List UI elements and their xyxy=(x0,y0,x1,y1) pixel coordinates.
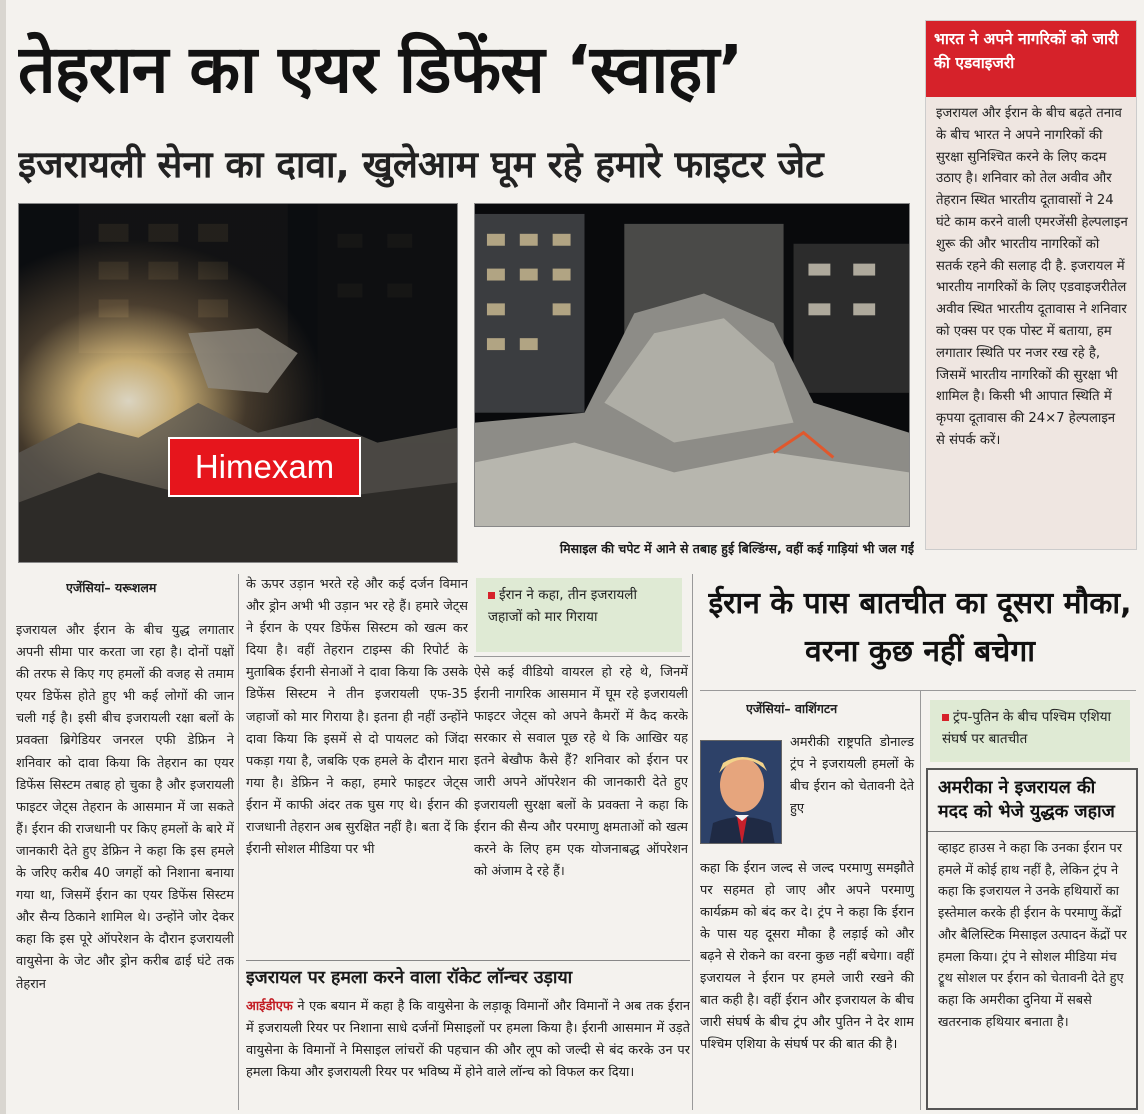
column-divider xyxy=(238,574,239,1110)
iran-story-text: कहा कि ईरान जल्द से जल्द परमाणु समझौते पर सहमत हो जाए और अपने परमाणु कार्यक्रम को बंद कर दे। ट्रंप ने कहा कि ईरान के पास यह दूसरा मौका है लड़ाई को और बढ़ने से रोकने का वरना कुछ नहीं बचेगा। वहीं इजरायल ने ईरान पर हमले जारी रखने की बात कही है। वहीं ईरान और इजरायल के बीच जारी संघर्ष के बीच ट्रंप और पुतिन ने देर शाम पश्चिम एशिया के संघर्ष पर की बात की है। xyxy=(700,861,914,1052)
main-story-column-2: के ऊपर उड़ान भरते रहे और कई दर्जन विमान और ड्रोन अभी भी उड़ान भर रहे हैं। हमारे जेट्स ने ईरान के एयर डिफेंस सिस्टम को खत्म कर दिया है। वहीं तेहरान टाइम्स की रिपोर्ट के मुताबिक ईरानी सेनाओं ने दावा किया कि उसके डिफेंस सिस्टम ने तीन इजरायली एफ-35 जहाजों को मार गिराया है। इतना ही नहीं उन्होंने दावा किया कि इसमें से दो पायलट को जिंदा पकड़ा गया है, जबकि एक हमले के दौरान मारा गया है। डेफ्रिन ने कहा, हमारे फाइटर जेट्स ईरान में काफी अंदर तक घुस गए थे। ईरान की राजधानी तेहरान अब सुरक्षित नहीं है। बता दें कि ईरानी सोशल मीडिया पर भी xyxy=(246,577,468,858)
main-story-byline: एजेंसियां– यरूशलम xyxy=(66,580,157,595)
iran-story-byline: एजेंसियां– वाशिंगटन xyxy=(746,701,838,716)
rocket-lead: आईडीएफ xyxy=(246,999,293,1014)
us-box-body: व्हाइट हाउस ने कहा कि उनका ईरान पर हमले में कोई हाथ नहीं है, लेकिन ट्रंप ने कहा कि इजरायल ने उनके हथियारों का इस्तेमाल करके ही ईरान के परमाणु केंद्रों और बैलिस्टिक मिसाइल उत्पादन केंद्रों पर हमला किया। ट्रंप ने सोशल मीडिया मंच ट्रूथ सोशल पर ईरान को चेतावनी देते हुए कहा कि अमरीका दुनिया में सबसे खतरनाक हथियार बनाता है। xyxy=(938,841,1127,1030)
highlight-box-iran-claim xyxy=(476,578,682,652)
advisory-title: भारत ने अपने नागरिकों को जारी की एडवाइजरी xyxy=(926,21,1136,97)
advisory-body: इजरायल और ईरान के बीच बढ़ते तनाव के बीच भारत ने अपने नागरिकों की सुरक्षा सुनिश्चित करने के लिए कदम उठाए है। शनिवार को तेल अवीव और तेहरान स्थित भारतीय दूतावासों ने 24 घंटे काम करने वाली एमरजेंसी हेल्पलाइन शुरू की और भारतीय नागरिकों को सतर्क रहने की सलाह दी है. इजरायल में भारतीय नागरिकों के लिए एडवाइजरीतेल अवीव स्थित भारतीय दूतावास ने शनिवार को एक्स पर एक पोस्ट में बताया, हम लगातार स्थिति पर नजर रख रहे है, जिसमें भारतीय नागरिकों की सुरक्षा भी शामिल है। किसी भी आपात स्थिति में कृपया दूतावास की 24×7 हेल्पलाइन से संपर्क करें। xyxy=(936,106,1128,448)
highlight-text: ट्रंप-पुतिन के बीच पश्चिम एशिया संघर्ष पर बातचीत xyxy=(942,709,1112,747)
page-subheadline: इजरायली सेना का दावा, खुलेआम घूम रहे हमारे फाइटर जेट xyxy=(18,143,824,186)
us-box-headline: अमरीका ने इजरायल की मदद को भेजे युद्धक जहाज xyxy=(928,770,1136,832)
highlight-text: ईरान ने कहा, तीन इजरायली जहाजों को मार गिराया xyxy=(488,587,637,625)
rocket-text: ने एक बयान में कहा है कि वायुसेना के लड़ाकू विमानों और विमानों ने अब तक ईरान में इजरायली रियर पर निशाना साधे दर्जनों मिसाइलों पर हमला किया है। ईरानी आसमान में उड़ते वायुसेना के विमानों ने मिसाइल लांचरों की पहचान की और लूप को जल्दी से बंद करके उन पर हमला किया और इजरायली रियर पर भविष्य में होने वाले लॉन्च को विफल कर दिया। xyxy=(246,999,690,1080)
bullet-square-icon xyxy=(488,592,495,599)
column-divider xyxy=(920,690,921,1110)
portrait-photo xyxy=(700,740,782,844)
iran-story-headline: ईरान के पास बातचीत का दूसरा मौका, वरना कुछ नहीं बचेगा xyxy=(708,586,1132,669)
photo-destroyed-building-right xyxy=(474,203,910,527)
page-edge xyxy=(0,0,6,1114)
photo-caption: मिसाइल की चपेट में आने से तबाह हुई बिल्डिंग्स, वहीं कई गाड़ियां भी जल गईं xyxy=(559,541,914,556)
iran-story-column xyxy=(700,732,918,1112)
bullet-square-icon xyxy=(942,714,949,721)
column-divider xyxy=(692,574,693,1110)
main-story-column-1: इजरायल और ईरान के बीच युद्ध लगातार अपनी सीमा पार करता जा रहा है। दोनों पक्षों की तरफ से किए गए हमलों की वजह से तमाम एयर डिफेंस होते हुए भी कई लोगों की जान चली गई है। इसी बीच इजरायली रक्षा बलों के प्रवक्ता ब्रिगेडियर जनरल एफी डेफ्रिन ने शनिवार को दावा किया कि तेहरान का एयर डिफेंस सिस्टम तबाह हो चुका है और इजरायली फाइटर जेट्स तेहरान के आसमान में जा सकते हैं। ईरान की राजधानी पर किए हमलों के बारे में जानकारी देते हुए डेफ्रिन ने कहा कि इस हमले के जरिए करीब 40 जगहों को निशाना बनाया गया था, जिसमें ईरान का एयर डिफेंस सिस्टम और सैन्य ठिकाने शामिल थे। उन्होंने जोर देकर कहा कि इस पूरे ऑपरेशन के दौरान इजरायली वायुसेना के जेट और ड्रोन करीब ढाई घंटे तक तेहरान xyxy=(16,623,234,992)
photo-destroyed-building-left xyxy=(18,203,458,563)
iran-story-intro: अमरीकी राष्ट्रपति डोनाल्ड ट्रंप ने इजरायली हमलों के बीच ईरान को चेतावनी देते हुए xyxy=(790,735,914,816)
section-divider xyxy=(700,690,1136,691)
rocket-body xyxy=(246,996,690,1112)
us-warships-box xyxy=(926,768,1138,1110)
page-headline: तेहरान का एयर डिफेंस ‘स्वाहा’ xyxy=(18,31,743,108)
rocket-headline: इजरायल पर हमला करने वाला रॉकेट लॉन्चर उड़ाया xyxy=(246,960,690,994)
watermark-badge: Himexam xyxy=(168,437,361,497)
advisory-box xyxy=(925,20,1137,550)
highlight-box-trump-putin xyxy=(930,700,1130,762)
main-story-column-3: ऐसे कई वीडियो वायरल हो रहे थे, जिनमें ईरानी नागरिक आसमान में घूम रहे इजरायली फाइटर जेट्स को अपने कैमरों में कैद करके सरकार से सवाल पूछ रहे थे कि आखिर यह इतने बेखौफ कैसे हैं? शनिवार को ईरान पर जारी अपने ऑपरेशन की जानकारी देते हुए इजरायली सुरक्षा बलों के प्रवक्ता ने कहा कि ईरान की सैन्य और परमाणु क्षमताओं को खत्म करने के लिए हम एक योजनाबद्ध ऑपरेशन को अंजाम दे रहे हैं। xyxy=(474,665,688,879)
section-divider xyxy=(474,656,690,657)
